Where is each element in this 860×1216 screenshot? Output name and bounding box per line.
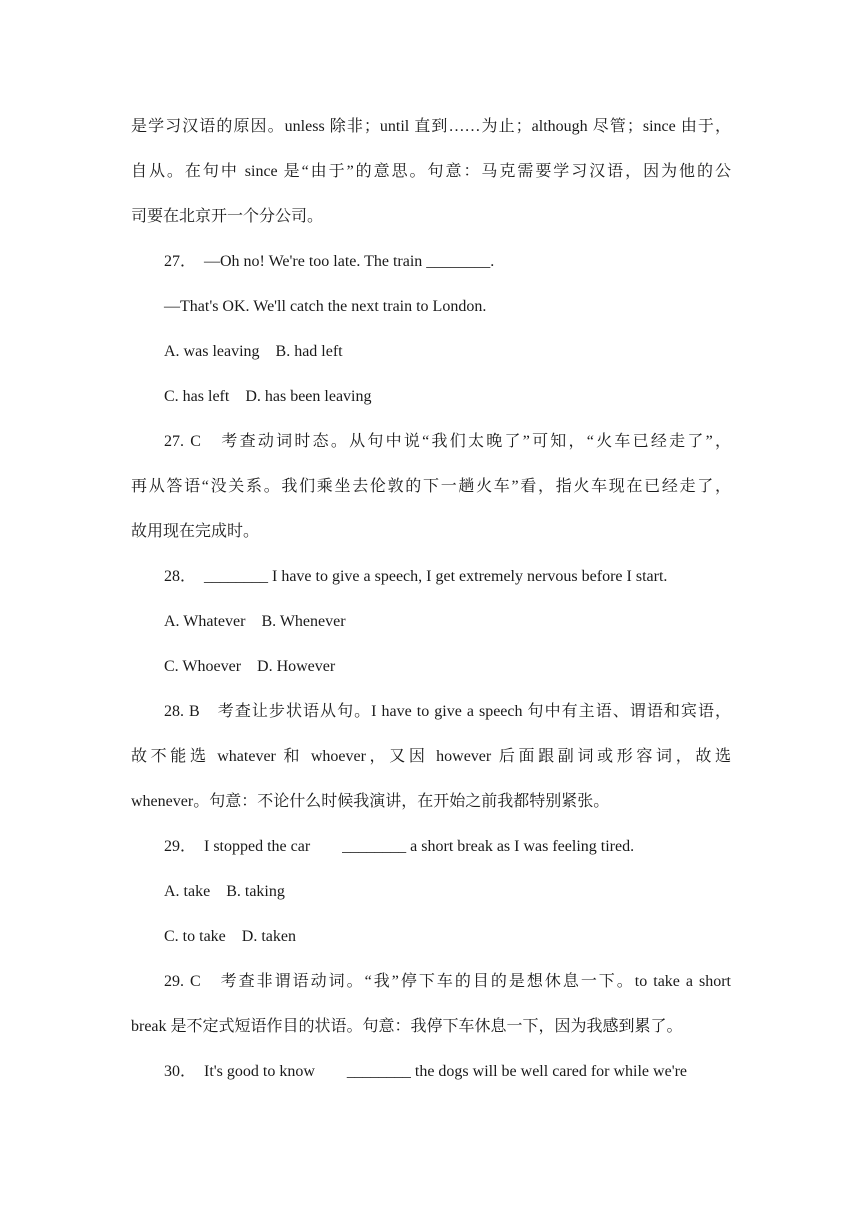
explanation-26-line-1: 是学习汉语的原因。unless 除非；until 直到……为止；although 尽管；since 由于， xyxy=(131,118,731,135)
question-29-stem: 29． I stopped the car ________ a short break as I was feeling tired. xyxy=(164,838,635,855)
question-30-stem: 30． It's good to know ________ the dogs will be well cared for while we're xyxy=(164,1063,688,1080)
answer-28-line-2: 故不能选 whatever 和 whoever，又因 however 后面跟副词或形容词，故选 xyxy=(131,748,731,765)
question-28-stem: 28． ________ I have to give a speech, I get extremely nervous before I start. xyxy=(164,568,668,585)
answer-27-line-2: 再从答语“没关系。我们乘坐去伦敦的下一趟火车”看，指火车现在已经走了， xyxy=(131,478,731,495)
question-28-options-ab: A. Whatever B. Whenever xyxy=(164,613,346,630)
explanation-26-line-3: 司要在北京开一个分公司。 xyxy=(131,208,324,225)
question-27-stem: 27． —Oh no! We're too late. The train ________. xyxy=(164,253,495,270)
explanation-26-line-2: 自从。在句中 since 是“由于”的意思。句意：马克需要学习汉语，因为他的公 xyxy=(131,163,731,180)
question-28-options-cd: C. Whoever D. However xyxy=(164,658,336,675)
question-27-reply: —That's OK. We'll catch the next train to London. xyxy=(164,298,487,315)
answer-28-line-1: 28. B 考查让步状语从句。I have to give a speech 句中有主语、谓语和宾语， xyxy=(164,703,731,720)
question-29-options-cd: C. to take D. taken xyxy=(164,928,296,945)
answer-29-line-2: break 是不定式短语作目的状语。句意：我停下车休息一下，因为我感到累了。 xyxy=(131,1018,683,1035)
answer-29-line-1: 29. C 考查非谓语动词。“我”停下车的目的是想休息一下。to take a short xyxy=(164,973,731,990)
question-29-options-ab: A. take B. taking xyxy=(164,883,285,900)
question-27-options-ab: A. was leaving B. had left xyxy=(164,343,343,360)
answer-27-line-1: 27. C 考查动词时态。从句中说“我们太晚了”可知，“火车已经走了”， xyxy=(164,433,731,450)
answer-27-line-3: 故用现在完成时。 xyxy=(131,523,260,540)
question-27-options-cd: C. has left D. has been leaving xyxy=(164,388,372,405)
answer-28-line-3: whenever。句意：不论什么时候我演讲，在开始之前我都特别紧张。 xyxy=(131,793,610,810)
